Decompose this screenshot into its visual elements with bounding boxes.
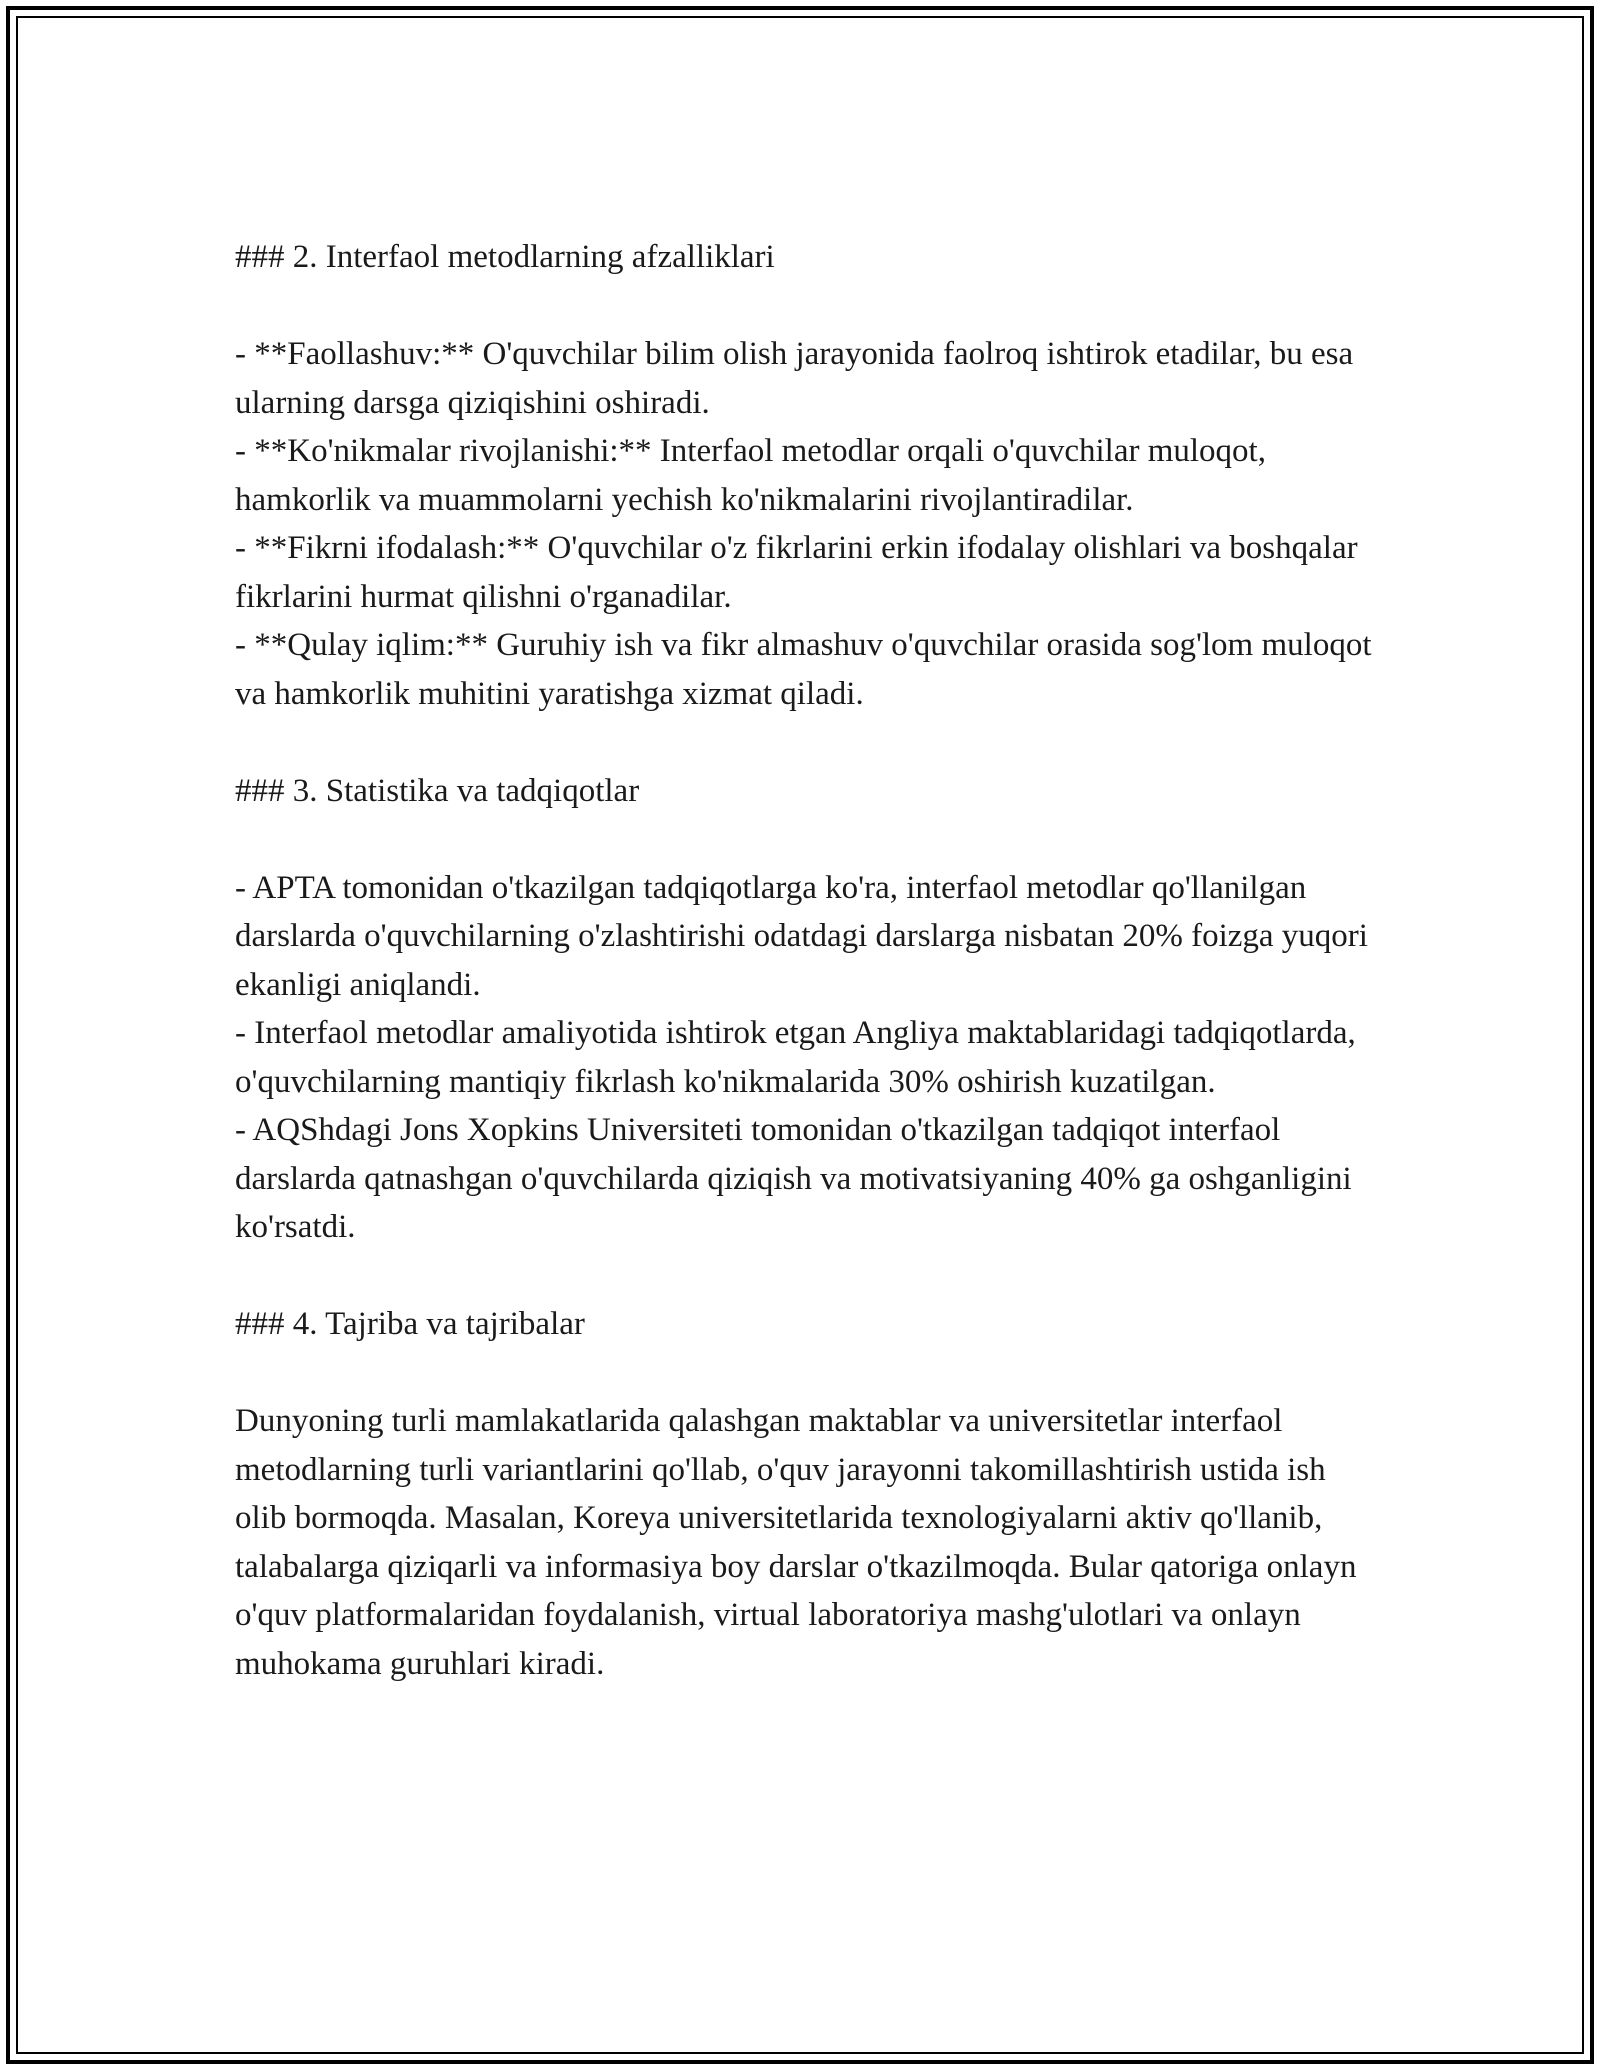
spacer [235, 815, 1385, 864]
paragraph: Dunyoning turli mamlakatlarida qalashgan maktablar va universitetlar interfaol metodlarning turli variantlarini qo'llab, o'quv jarayonni takomillashtirish ustida ish olib bormoqda. Masalan, Koreya universitetlarida texnologiyalarni aktiv qo'llanib, talabalarga qiziqarli va informasiya boy darslar o'tkazilmoqda. Bular qatoriga onlayn o'quv platformalaridan foydalanish, virtual laboratoriya mashg'ulotlari va onlayn muhokama guruhlari kiradi. [235, 1403, 1365, 1682]
list-item: - Interfaol metodlar amaliyotida ishtirok etgan Angliya maktablaridagi tadqiqotlarda, o'quvchilarning mantiqiy fikrlash ko'nikmalarida 30% oshirish kuzatilgan. [235, 1015, 1364, 1100]
list-item: - **Fikrni ifodalash:** O'quvchilar o'z fikrlarini erkin ifodalay olishlari va boshqalar fikrlarini hurmat qilishni o'rganadilar. [235, 530, 1366, 615]
document-body [235, 233, 1385, 1688]
list-item: - **Qulay iqlim:** Guruhiy ish va fikr almashuv o'quvchilar orasida sog'lom muloqot va hamkorlik muhitini yaratishga xizmat qiladi. [235, 627, 1380, 712]
list-item: - AQShdagi Jons Xopkins Universiteti tomonidan o'tkazilgan tadqiqot interfaol darslarda qatnashgan o'quvchilarda qiziqish va motivatsiyaning 40% ga oshganligini ko'rsatdi. [235, 1112, 1360, 1245]
spacer [235, 282, 1385, 331]
spacer [235, 1349, 1385, 1398]
section-heading: ### 2. Interfaol metodlarning afzalliklari [235, 239, 775, 275]
list-item: - APTA tomonidan o'tkazilgan tadqiqotlarga ko'ra, interfaol metodlar qo'llanilgan darslarda o'quvchilarning o'zlashtirishi odatdagi darslarga nisbatan 20% foizga yuqori ekanligi aniqlandi. [235, 869, 1377, 1003]
list-item: - **Faollashuv:** O'quvchilar bilim olish jarayonida faolroq ishtirok etadilar, bu esa ularning darsga qiziqishini oshiradi. [235, 336, 1362, 421]
section-heading: ### 3. Statistika va tadqiqotlar [235, 772, 640, 809]
section-heading: ### 4. Tajriba va tajribalar [235, 1306, 585, 1342]
spacer [235, 718, 1385, 767]
list-item: - **Ko'nikmalar rivojlanishi:** Interfaol metodlar orqali o'quvchilar muloqot, hamkorlik va muammolarni yechish ko'nikmalarini rivojlantiradilar. [235, 433, 1275, 518]
spacer [235, 1252, 1385, 1301]
